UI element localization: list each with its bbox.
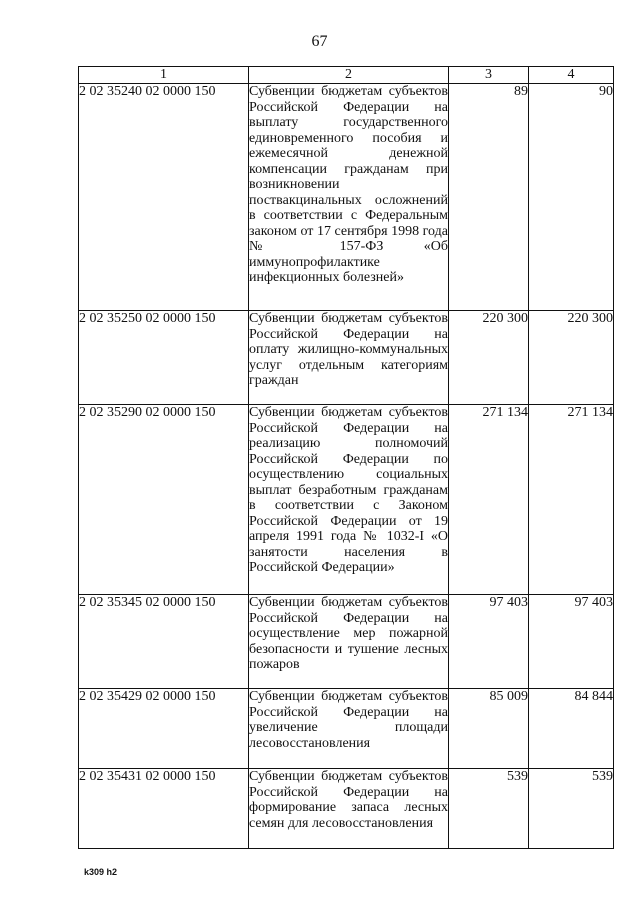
value-col-3: 271 134: [449, 405, 529, 595]
revenue-description: Субвенции бюджетам субъектов Российской Федерации на формирование запаса лесных семян для лесовосстановления: [249, 769, 449, 849]
revenue-code: 2 02 35431 02 0000 150: [79, 769, 249, 849]
revenue-code: 2 02 35345 02 0000 150: [79, 595, 249, 689]
value-col-3: 220 300: [449, 311, 529, 405]
value-col-3: 539: [449, 769, 529, 849]
revenue-description: Субвенции бюджетам субъектов Российской Федерации на реализацию полномочий Российской Федерации по осуществлению социальных выплат безработным гражданам в соответствии с Законом Российской Федерации от 19 апреля 1991 года № 1032-I «О занятости населения в Российской Федерации»: [249, 405, 449, 595]
table-row: [79, 769, 614, 849]
value-col-3: 97 403: [449, 595, 529, 689]
value-col-3: 85 009: [449, 689, 529, 769]
header-col-2: 2: [249, 67, 449, 84]
table-row: [79, 311, 614, 405]
value-col-4: 84 844: [529, 689, 614, 769]
budget-table: [78, 66, 614, 849]
revenue-code: 2 02 35250 02 0000 150: [79, 311, 249, 405]
revenue-code: 2 02 35240 02 0000 150: [79, 84, 249, 311]
value-col-4: 97 403: [529, 595, 614, 689]
value-col-4: 90: [529, 84, 614, 311]
revenue-code: 2 02 35290 02 0000 150: [79, 405, 249, 595]
revenue-description: Субвенции бюджетам субъектов Российской Федерации на увеличение площади лесовосстановления: [249, 689, 449, 769]
table-row: [79, 595, 614, 689]
revenue-description: Субвенции бюджетам субъектов Российской Федерации на выплату государственного единовременного пособия и ежемесячной денежной компенсации гражданам при возникновении поствакцинальных осложнений в соответствии с Федеральным законом от 17 сентября 1998 года № 157-ФЗ «Об иммунопрофилактике инфекционных болезней»: [249, 84, 449, 311]
revenue-description: Субвенции бюджетам субъектов Российской Федерации на осуществление мер пожарной безопасности и тушение лесных пожаров: [249, 595, 449, 689]
revenue-description: Субвенции бюджетам субъектов Российской Федерации на оплату жилищно-коммунальных услуг отдельным категориям граждан: [249, 311, 449, 405]
value-col-4: 539: [529, 769, 614, 849]
footer-document-code: k309 h2: [84, 867, 118, 877]
value-col-4: 271 134: [529, 405, 614, 595]
table-row: [79, 84, 614, 311]
table-row: [79, 405, 614, 595]
table-row: [79, 689, 614, 769]
header-col-4: 4: [529, 67, 614, 84]
value-col-4: 220 300: [529, 311, 614, 405]
page-number: 67: [311, 33, 328, 50]
header-col-1: 1: [79, 67, 249, 84]
value-col-3: 89: [449, 84, 529, 311]
revenue-code: 2 02 35429 02 0000 150: [79, 689, 249, 769]
table-header-row: [79, 67, 614, 84]
header-col-3: 3: [449, 67, 529, 84]
